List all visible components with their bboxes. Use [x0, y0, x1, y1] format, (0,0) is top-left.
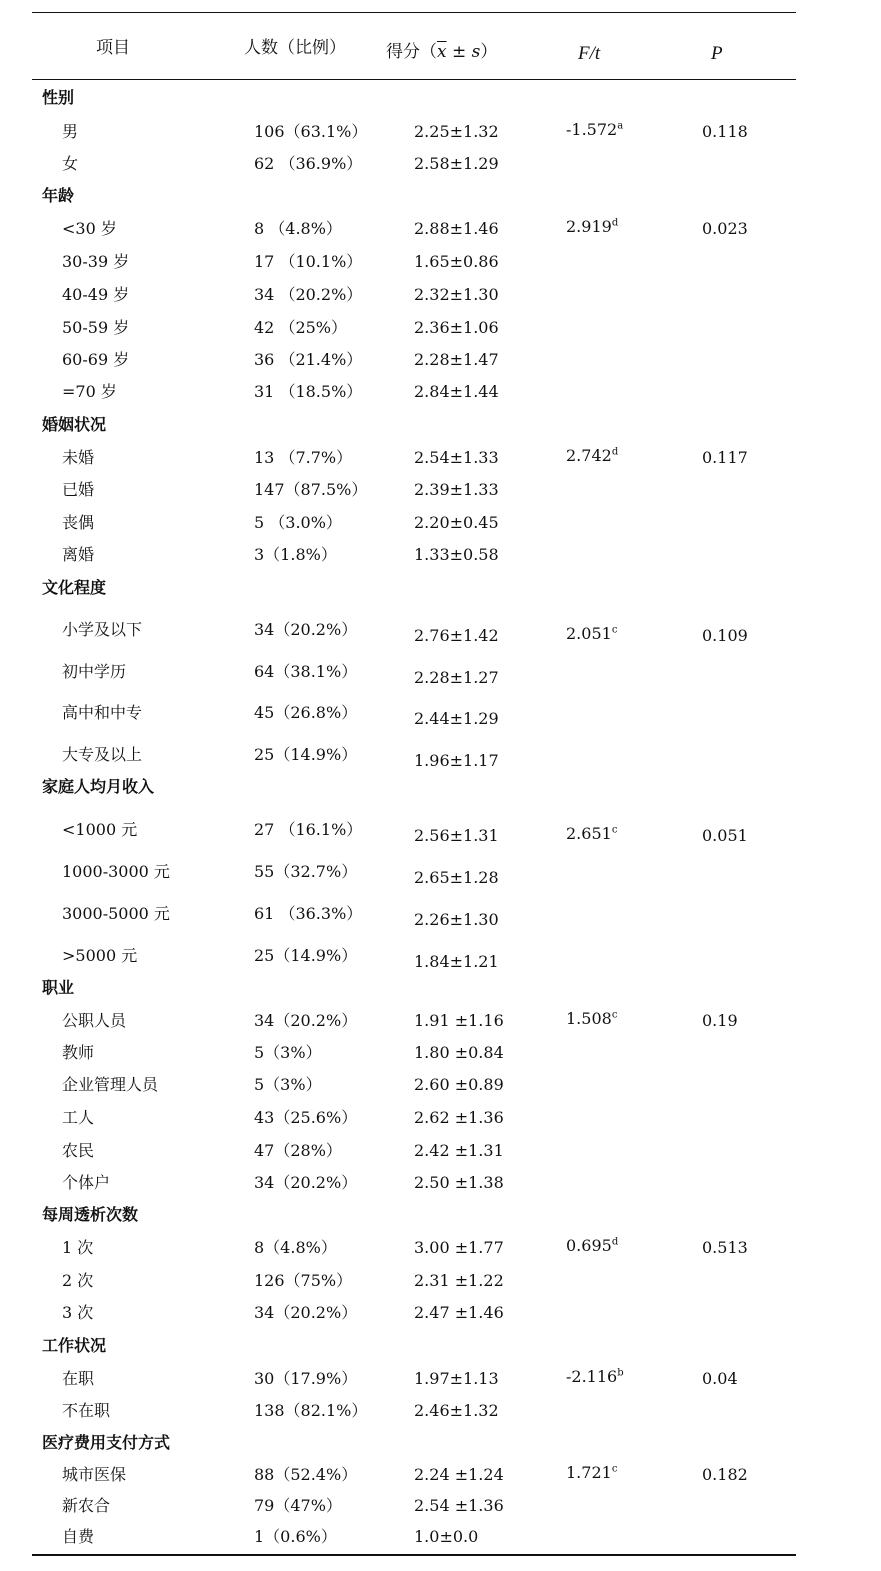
stat-value: 1.508 [566, 1009, 612, 1028]
row-count: 34（20.2%） [254, 1173, 358, 1192]
group-heading: 文化程度 [42, 578, 107, 597]
row-score: 2.58±1.29 [414, 154, 499, 173]
row-label: 公职人员 [62, 1011, 127, 1030]
group-p-value: 0.04 [702, 1369, 738, 1388]
row-score: 2.88±1.46 [414, 219, 499, 238]
group-stat [566, 446, 618, 466]
row-score: 1.84±1.21 [414, 952, 499, 971]
stat-superscript: d [611, 446, 619, 458]
row-score: 2.25±1.32 [414, 122, 499, 141]
row-score: 1.97±1.13 [414, 1369, 499, 1388]
row-score: 2.31 ±1.22 [414, 1271, 504, 1290]
row-count: 34 （20.2%） [254, 285, 363, 304]
row-label: 男 [62, 122, 79, 141]
row-label: <30 岁 [62, 219, 117, 238]
row-label: 已婚 [62, 480, 95, 499]
row-score: 2.47 ±1.46 [414, 1303, 504, 1322]
group-stat [566, 1236, 618, 1256]
group-heading: 医疗费用支付方式 [42, 1433, 171, 1452]
row-label: 初中学历 [62, 662, 127, 681]
row-label: =70 岁 [62, 382, 117, 401]
row-count: 62 （36.9%） [254, 154, 363, 173]
row-count: 31 （18.5%） [254, 382, 363, 401]
stat-superscript: c [611, 824, 618, 836]
header-item: 项目 [96, 38, 130, 58]
row-count: 106（63.1%） [254, 122, 368, 141]
row-label: >5000 元 [62, 946, 138, 965]
group-p-value: 0.19 [702, 1011, 738, 1030]
group-p-value: 0.182 [702, 1465, 748, 1484]
row-count: 34（20.2%） [254, 1011, 358, 1030]
row-label: 不在职 [62, 1401, 111, 1420]
group-stat [566, 217, 618, 237]
stat-superscript: c [611, 1463, 618, 1475]
row-count: 47（28%） [254, 1141, 342, 1160]
row-score: 2.32±1.30 [414, 285, 499, 304]
row-label: 教师 [62, 1043, 95, 1062]
row-label: 2 次 [62, 1271, 94, 1290]
row-count: 25（14.9%） [254, 745, 358, 764]
row-count: 30（17.9%） [254, 1369, 358, 1388]
row-count: 147（87.5%） [254, 480, 368, 499]
group-stat [566, 1367, 624, 1387]
row-label: 大专及以上 [62, 745, 143, 764]
stat-value: -2.116 [566, 1367, 618, 1386]
row-count: 5 （3.0%） [254, 513, 342, 532]
row-count: 27 （16.1%） [254, 820, 363, 839]
row-count: 34（20.2%） [254, 1303, 358, 1322]
row-score: 2.84±1.44 [414, 382, 499, 401]
row-score: 1.0±0.0 [414, 1527, 479, 1546]
row-label: 小学及以下 [62, 620, 143, 639]
row-count: 64（38.1%） [254, 662, 358, 681]
row-count: 1（0.6%） [254, 1527, 337, 1546]
row-count: 45（26.8%） [254, 703, 358, 722]
stat-superscript: d [611, 1236, 619, 1248]
row-count: 43（25.6%） [254, 1108, 358, 1127]
row-label: 40-49 岁 [62, 285, 130, 304]
header-rule [32, 79, 796, 80]
row-score: 3.00 ±1.77 [414, 1238, 504, 1257]
row-label: 1000-3000 元 [62, 862, 170, 881]
row-label: 在职 [62, 1369, 95, 1388]
row-label: 工人 [62, 1108, 95, 1127]
stat-value: -1.572 [566, 120, 618, 139]
row-score: 2.46±1.32 [414, 1401, 499, 1420]
header-stat: F/t [578, 43, 601, 64]
row-score: 1.65±0.86 [414, 252, 499, 271]
row-label: 自费 [62, 1527, 95, 1546]
group-heading: 职业 [42, 978, 75, 997]
header-p: P [711, 43, 723, 64]
group-stat [566, 1463, 617, 1483]
header-score-s: s [471, 42, 481, 62]
row-count: 61 （36.3%） [254, 904, 363, 923]
header-score-x: $\overline{x}$ [437, 42, 447, 62]
row-label: 1 次 [62, 1238, 94, 1257]
row-score: 1.33±0.58 [414, 545, 499, 564]
stat-superscript: c [611, 624, 618, 636]
header-score-pm: ± [446, 42, 472, 62]
group-p-value: 0.118 [702, 122, 748, 141]
row-score: 2.26±1.30 [414, 910, 499, 929]
group-p-value: 0.109 [702, 626, 748, 645]
row-label: 农民 [62, 1141, 95, 1160]
row-count: 34（20.2%） [254, 620, 358, 639]
header-score [386, 42, 497, 62]
group-heading: 每周透析次数 [42, 1205, 139, 1224]
row-score: 2.65±1.28 [414, 868, 499, 887]
stat-superscript: a [617, 120, 624, 132]
row-label: 3 次 [62, 1303, 94, 1322]
row-label: 城市医保 [62, 1465, 127, 1484]
row-score: 2.76±1.42 [414, 626, 499, 645]
header-score-suffix: ） [480, 42, 498, 62]
row-count: 88（52.4%） [254, 1465, 358, 1484]
row-label: 丧偶 [62, 513, 95, 532]
row-score: 2.62 ±1.36 [414, 1108, 504, 1127]
row-count: 36 （21.4%） [254, 350, 363, 369]
row-label: 30-39 岁 [62, 252, 130, 271]
row-label: 未婚 [62, 448, 95, 467]
row-score: 2.56±1.31 [414, 826, 499, 845]
row-score: 2.54±1.33 [414, 448, 499, 467]
row-score: 1.91 ±1.16 [414, 1011, 504, 1030]
row-label: <1000 元 [62, 820, 138, 839]
row-score: 2.60 ±0.89 [414, 1075, 504, 1094]
row-score: 2.50 ±1.38 [414, 1173, 504, 1192]
row-score: 2.44±1.29 [414, 709, 499, 728]
stat-value: 2.051 [566, 624, 612, 643]
group-stat [566, 1009, 617, 1029]
row-label: 离婚 [62, 545, 95, 564]
row-score: 1.80 ±0.84 [414, 1043, 504, 1062]
row-count: 126（75%） [254, 1271, 353, 1290]
group-p-value: 0.023 [702, 219, 748, 238]
row-count: 3（1.8%） [254, 545, 337, 564]
row-count: 42 （25%） [254, 318, 348, 337]
row-score: 2.28±1.47 [414, 350, 499, 369]
stat-superscript: b [617, 1367, 624, 1379]
row-score: 2.42 ±1.31 [414, 1141, 504, 1160]
stat-value: 1.721 [566, 1463, 612, 1482]
group-p-value: 0.051 [702, 826, 748, 845]
row-label: 企业管理人员 [62, 1075, 159, 1094]
group-p-value: 0.513 [702, 1238, 748, 1257]
row-score: 1.96±1.17 [414, 751, 499, 770]
stat-superscript: c [611, 1009, 618, 1021]
row-score: 2.54 ±1.36 [414, 1496, 504, 1515]
row-label: 3000-5000 元 [62, 904, 170, 923]
row-count: 79（47%） [254, 1496, 342, 1515]
group-heading: 婚姻状况 [42, 415, 107, 434]
row-count: 55（32.7%） [254, 862, 358, 881]
row-score: 2.36±1.06 [414, 318, 499, 337]
group-heading: 家庭人均月收入 [42, 777, 155, 796]
group-p-value: 0.117 [702, 448, 748, 467]
top-rule [32, 12, 796, 13]
group-stat [566, 824, 617, 844]
row-count: 5（3%） [254, 1075, 322, 1094]
stat-value: 2.742 [566, 446, 612, 465]
stat-value: 2.651 [566, 824, 612, 843]
row-score: 2.24 ±1.24 [414, 1465, 504, 1484]
row-count: 8 （4.8%） [254, 219, 342, 238]
bottom-rule [32, 1554, 796, 1556]
header-score-prefix: 得分（ [386, 42, 437, 62]
group-heading: 年龄 [42, 186, 75, 205]
stat-value: 0.695 [566, 1236, 612, 1255]
group-stat [566, 120, 623, 140]
row-label: 60-69 岁 [62, 350, 130, 369]
row-label: 个体户 [62, 1173, 111, 1192]
group-stat [566, 624, 617, 644]
row-label: 女 [62, 154, 79, 173]
row-score: 2.28±1.27 [414, 668, 499, 687]
stat-value: 2.919 [566, 217, 612, 236]
row-score: 2.20±0.45 [414, 513, 499, 532]
row-score: 2.39±1.33 [414, 480, 499, 499]
row-count: 5（3%） [254, 1043, 322, 1062]
row-count: 138（82.1%） [254, 1401, 368, 1420]
group-heading: 性别 [42, 88, 75, 107]
row-count: 25（14.9%） [254, 946, 358, 965]
row-label: 50-59 岁 [62, 318, 130, 337]
group-heading: 工作状况 [42, 1336, 107, 1355]
header-count: 人数（比例） [244, 38, 346, 58]
row-count: 17 （10.1%） [254, 252, 363, 271]
row-count: 13 （7.7%） [254, 448, 353, 467]
row-label: 高中和中专 [62, 703, 143, 722]
row-count: 8（4.8%） [254, 1238, 337, 1257]
row-label: 新农合 [62, 1496, 111, 1515]
stat-superscript: d [611, 217, 619, 229]
